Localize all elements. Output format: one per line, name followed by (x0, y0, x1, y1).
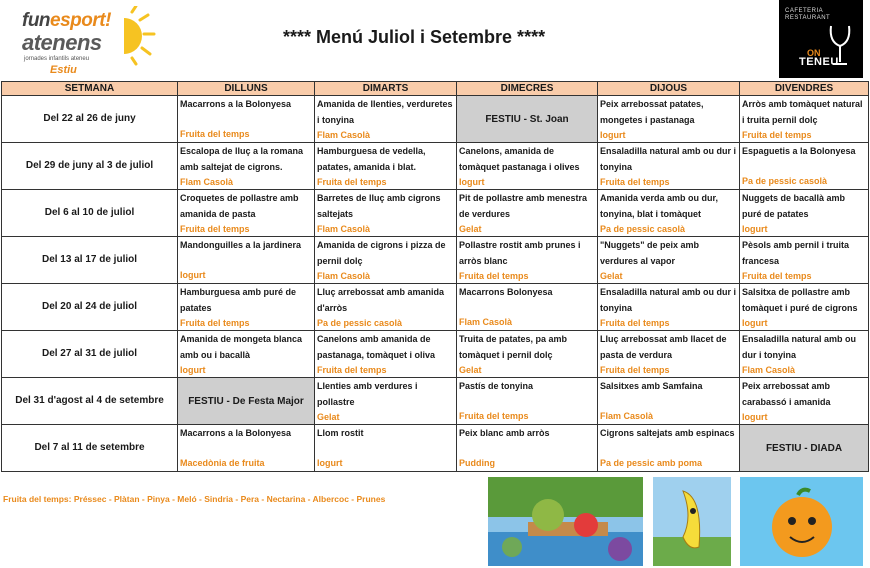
menu-cell (178, 190, 315, 237)
menu-cell (598, 96, 740, 143)
dish-text: Salsitxes amb Samfaina (600, 381, 703, 391)
holiday-cell: FESTIU - De Festa Major (178, 378, 315, 425)
dish-text: Truita de patates, pa amb tomàquet i pernil dolç (459, 334, 568, 360)
logo-restaurant-text: RESTAURANT (785, 15, 831, 21)
column-header-3: DIMECRES (457, 82, 598, 96)
menu-cell (178, 143, 315, 190)
dish-text: Hamburguesa de vedella, patates, amanida i blat. (317, 146, 426, 172)
sun-icon (110, 6, 162, 66)
dish-text: Mandonguilles a la jardinera (180, 240, 302, 250)
dish-text: Ensaladilla natural amb ou dur i tonyina (600, 146, 737, 172)
menu-cell (178, 284, 315, 331)
dessert-text: Pa de pessic casolà (742, 175, 828, 186)
dish-text: Espaguetis a la Bolonyesa (742, 146, 856, 156)
dessert-text: Gelat (600, 271, 623, 281)
menu-cell (457, 190, 598, 237)
dish-text: Peix arrebossat amb carabassó i amanida (742, 381, 831, 407)
menu-cell (740, 378, 869, 425)
logo-estiu-text: Estiu (50, 64, 77, 76)
dish-text: Pit de pollastre amb menestra de verdures (459, 193, 588, 219)
dish-text: Ensaladilla natural amb ou dur i tonyina (742, 334, 857, 360)
dessert-text: Fruita del temps (317, 365, 387, 375)
dessert-text: Iogurt (742, 224, 768, 234)
dish-text: Amanida de mongeta blanca amb ou i bacallà (180, 334, 303, 360)
dessert-text: Fruita del temps (317, 177, 387, 187)
dish-text: Macarrons a la Bolonyesa (180, 99, 292, 109)
menu-cell (315, 96, 457, 143)
table-header-row (2, 82, 869, 96)
dessert-text: Flam Casolà (317, 271, 371, 281)
column-header-1: DILLUNS (178, 82, 315, 96)
dish-text: Escalopa de lluç a la romana amb saltejat de cigrons. (180, 146, 304, 172)
holiday-cell: FESTIU - DIADA (740, 425, 869, 472)
dessert-text: Iogurt (459, 177, 485, 187)
menu-cell (740, 143, 869, 190)
table-row (2, 331, 869, 378)
menu-cell (315, 143, 457, 190)
dish-text: Llenties amb verdures i pollastre (317, 381, 418, 407)
dessert-text: Iogurt (742, 318, 768, 328)
table-row (2, 378, 869, 425)
dessert-text: Flam Casolà (317, 130, 371, 140)
logo-fun-text: fun (22, 10, 51, 31)
menu-cell (457, 378, 598, 425)
fruit-season-note: Fruita del temps: Préssec - Plàtan - Pinya - Meló - Sindria - Pera - Nectarina - Albercoc - Prunes (3, 494, 386, 504)
dessert-text: Fruita del temps (600, 365, 670, 375)
menu-cell (740, 331, 869, 378)
dessert-text: Flam Casolà (317, 224, 371, 234)
dish-text: Amanida de llenties, verduretes i tonyina (317, 99, 453, 125)
menu-cell (598, 425, 740, 472)
logo-subtitle: jornades infantils ateneu (24, 56, 90, 62)
menu-cell (178, 425, 315, 472)
menu-cell (315, 425, 457, 472)
menu-cell (598, 237, 740, 284)
dessert-text: Pa de pessic amb poma (600, 457, 703, 468)
menu-cell (740, 96, 869, 143)
dessert-text: Macedònia de fruita (180, 457, 265, 468)
dessert-text: Flam Casolà (180, 177, 234, 187)
week-label: Del 27 al 31 de juliol (2, 331, 178, 378)
cartoon-orange-image (740, 477, 863, 566)
logo-on-text: ON (807, 48, 821, 58)
week-label: Del 22 al 26 de juny (2, 96, 178, 143)
dish-text: Canelons, amanida de tomàquet pastanaga i olives (459, 146, 580, 172)
dessert-text: Gelat (459, 224, 482, 234)
dish-text: Amanida de cigrons i pizza de pernil dolç (317, 240, 446, 266)
dessert-text: Flam Casolà (742, 365, 796, 375)
dessert-text: Fruita del temps (459, 410, 529, 421)
cartoon-banana-image (653, 477, 731, 566)
menu-cell (740, 237, 869, 284)
week-label: Del 20 al 24 de juliol (2, 284, 178, 331)
table-row (2, 143, 869, 190)
table-row (2, 237, 869, 284)
table-row (2, 425, 869, 472)
dish-text: Nuggets de bacallà amb puré de patates (742, 193, 846, 219)
menu-cell (598, 284, 740, 331)
dessert-text: Fruita del temps (180, 318, 250, 328)
week-label: Del 7 al 11 de setembre (2, 425, 178, 472)
dessert-text: Pa de pessic casolà (317, 318, 403, 328)
dish-text: Barretes de lluç amb cigrons saltejats (317, 193, 441, 219)
menu-cell (598, 331, 740, 378)
dish-text: Macarrons a la Bolonyesa (180, 428, 292, 438)
dessert-text: Iogurt (600, 130, 626, 140)
dish-text: Canelons amb amanida de pastanaga, tomàquet i oliva (317, 334, 436, 360)
week-label: Del 13 al 17 de juliol (2, 237, 178, 284)
dish-text: Macarrons Bolonyesa (459, 287, 553, 297)
week-label: Del 6 al 10 de juliol (2, 190, 178, 237)
column-header-5: DIVENDRES (740, 82, 869, 96)
dish-text: Salsitxa de pollastre amb tomàquet i puré de cigrons (742, 287, 858, 313)
dish-text: Peix arrebossat patates, mongetes i pastanaga (600, 99, 704, 125)
dish-text: Pèsols amb pernil i truita francesa (742, 240, 850, 266)
logo-esport-text: esport! (50, 10, 111, 31)
dish-text: Amanida verda amb ou dur, tonyina, blat i tomàquet (600, 193, 719, 219)
week-label: Del 31 d'agost al 4 de setembre (2, 378, 178, 425)
dish-text: Arròs amb tomàquet natural i truita pernil dolç (742, 99, 863, 125)
dessert-text: Pa de pessic casolà (600, 224, 686, 234)
dessert-text: Iogurt (742, 412, 768, 422)
menu-cell (315, 284, 457, 331)
dessert-text: Fruita del temps (459, 271, 529, 281)
dessert-text: Flam Casolà (600, 410, 654, 421)
page-title: **** Menú Juliol i Setembre **** (283, 27, 546, 47)
dessert-text: Gelat (459, 365, 482, 375)
dish-text: Ensaladilla natural amb ou dur i tonyina (600, 287, 737, 313)
dish-text: Pastís de tonyina (459, 381, 534, 391)
dish-text: Lluç arrebossat amb llacet de pasta de verdura (600, 334, 727, 360)
menu-cell (178, 331, 315, 378)
menu-cell (315, 378, 457, 425)
dessert-text: Fruita del temps (742, 130, 812, 140)
dessert-text: Fruita del temps (742, 271, 812, 281)
menu-cell (598, 143, 740, 190)
menu-cell (740, 190, 869, 237)
dessert-text: Fruita del temps (600, 318, 670, 328)
dish-text: Llom rostit (317, 428, 364, 438)
table-row (2, 96, 869, 143)
week-label: Del 29 de juny al 3 de juliol (2, 143, 178, 190)
dish-text: Lluç arrebossat amb amanida d'arròs (317, 287, 445, 313)
menu-cell (457, 425, 598, 472)
dish-text: Pollastre rostit amb prunes i arròs blanc (459, 240, 581, 266)
logo-teneu-text: TENEU (799, 56, 839, 68)
dessert-text: Iogurt (180, 269, 206, 280)
menu-cell (315, 331, 457, 378)
dessert-text: Gelat (317, 412, 340, 422)
dessert-text: Iogurt (180, 365, 206, 375)
menu-cell (740, 284, 869, 331)
menu-cell (178, 237, 315, 284)
menu-cell (457, 331, 598, 378)
dish-text: Cigrons saltejats amb espinacs (600, 428, 735, 438)
dessert-text: Pudding (459, 457, 495, 468)
dessert-text: Flam Casolà (459, 316, 513, 327)
menu-cell (315, 190, 457, 237)
funesport-logo (22, 6, 162, 78)
menu-cell (457, 143, 598, 190)
holiday-cell: FESTIU - St. Joan (457, 96, 598, 143)
dessert-text: Iogurt (317, 457, 343, 468)
column-header-4: DIJOUS (598, 82, 740, 96)
onteneu-logo (779, 0, 863, 78)
dish-text: Peix blanc amb arròs (459, 428, 550, 438)
dessert-text: Fruita del temps (180, 128, 250, 139)
menu-cell (457, 237, 598, 284)
header (0, 0, 870, 80)
column-header-2: DIMARTS (315, 82, 457, 96)
cartoon-fruits-in-forest-image (488, 477, 643, 566)
menu-cell (457, 284, 598, 331)
dessert-text: Fruita del temps (180, 224, 250, 234)
table-row (2, 190, 869, 237)
column-header-0: SETMANA (2, 82, 178, 96)
menu-cell (598, 190, 740, 237)
menu-cell (315, 237, 457, 284)
dish-text: "Nuggets" de peix amb verdures al vapor (600, 240, 700, 266)
menu-table (1, 81, 869, 472)
dish-text: Hamburguesa amb puré de patates (180, 287, 297, 313)
dessert-text: Fruita del temps (600, 177, 670, 187)
menu-cell (178, 96, 315, 143)
dish-text: Croquetes de pollastre amb amanida de pasta (180, 193, 299, 219)
logo-cafeteria-text: CAFETERIA (785, 8, 824, 14)
table-row (2, 284, 869, 331)
logo-atenens-text: atenens (22, 30, 102, 55)
menu-cell (598, 378, 740, 425)
